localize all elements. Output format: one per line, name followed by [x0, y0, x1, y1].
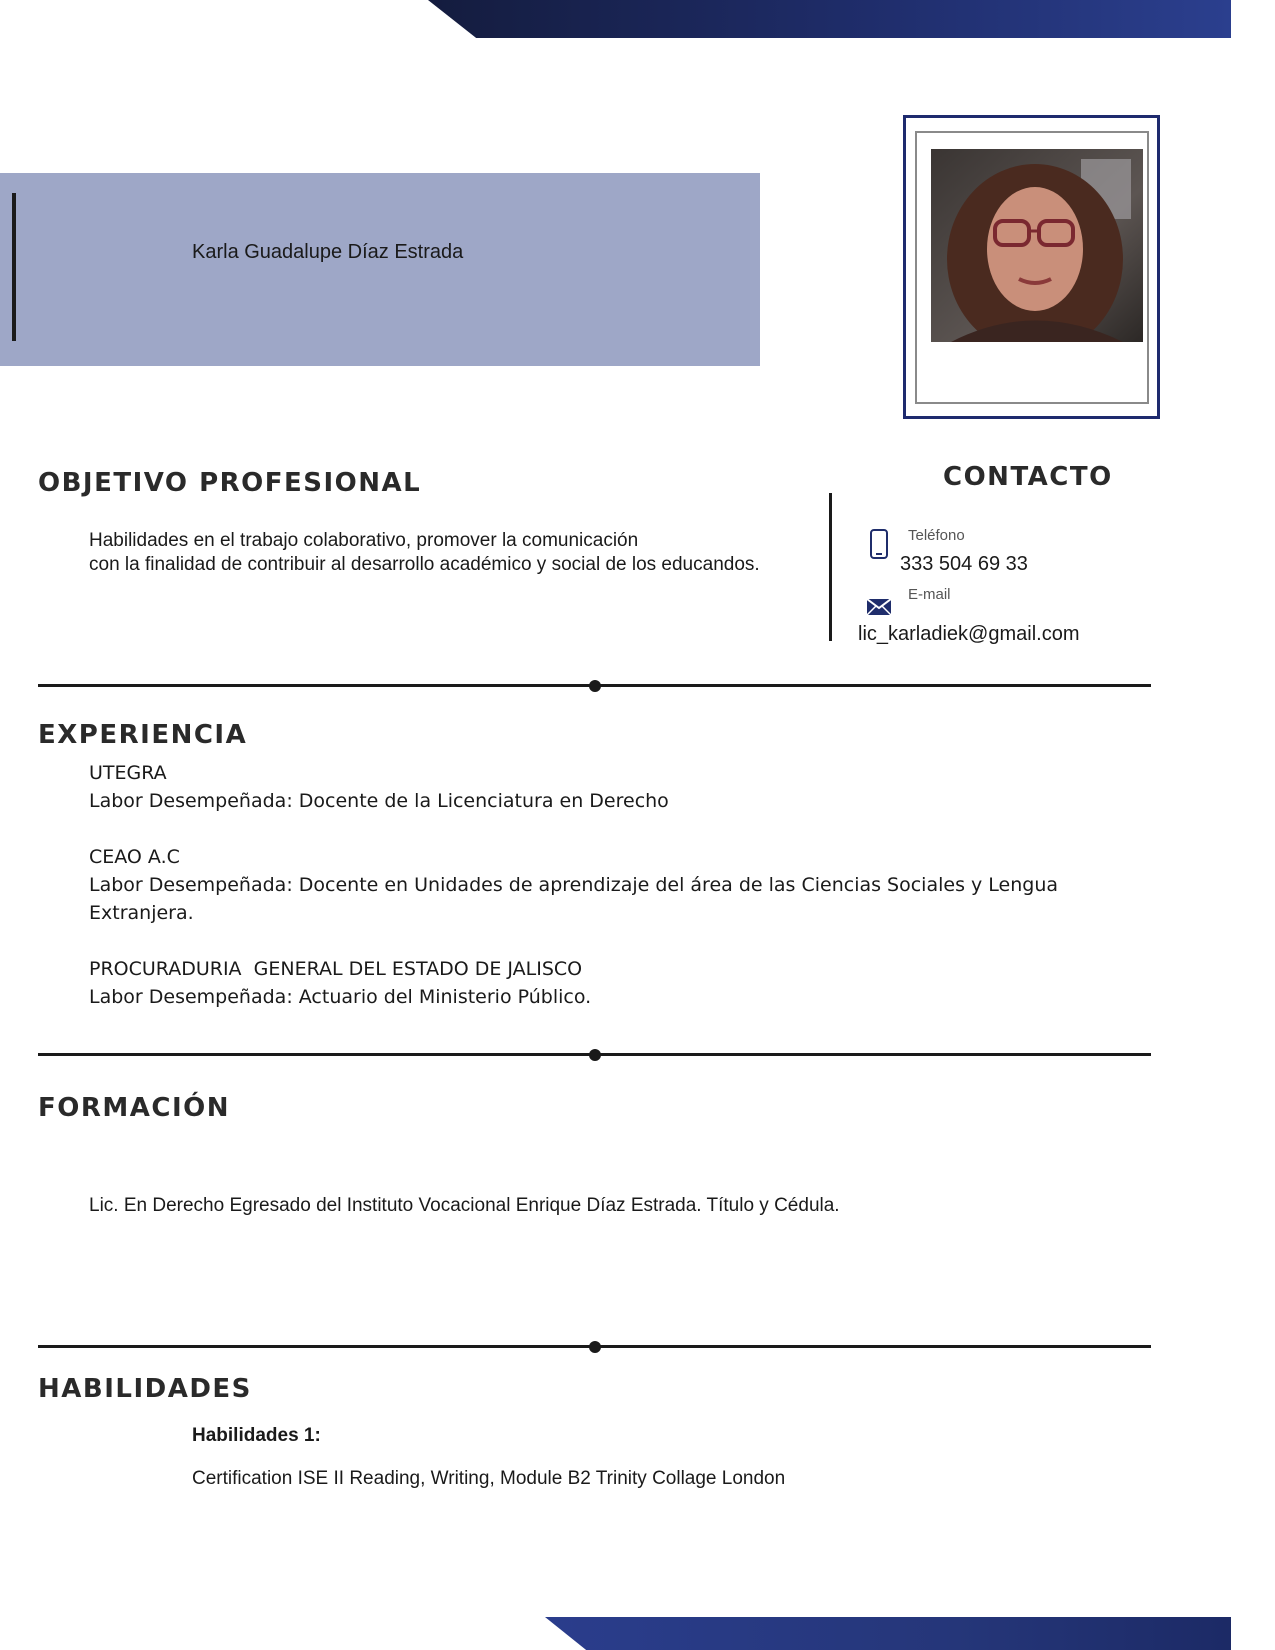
- phone-icon: [869, 529, 889, 559]
- phone-label: Teléfono: [908, 527, 965, 544]
- email-icon: [866, 598, 892, 616]
- experience-org: CEAO A.C: [89, 846, 180, 868]
- top-decorative-band: [428, 0, 1231, 38]
- candidate-name: Karla Guadalupe Díaz Estrada: [192, 241, 464, 263]
- experience-role: Labor Desempeñada: Docente de la Licenciatura en Derecho: [89, 790, 669, 812]
- divider-dot: [589, 1341, 601, 1353]
- contact-divider-vertical: [829, 493, 832, 641]
- objective-text: [89, 529, 849, 577]
- skills-heading: HABILIDADES: [38, 1374, 252, 1404]
- objective-line-2: con la finalidad de contribuir al desarrollo académico y social de los educandos.: [89, 554, 760, 575]
- name-header-box: [0, 173, 760, 366]
- contact-heading: CONTACTO: [943, 462, 1113, 492]
- experience-heading: EXPERIENCIA: [38, 720, 248, 750]
- education-text: Lic. En Derecho Egresado del Instituto Vocacional Enrique Díaz Estrada. Título y Cédula.: [89, 1195, 840, 1216]
- profile-photo: [931, 149, 1143, 342]
- skills-text: Certification ISE II Reading, Writing, Module B2 Trinity Collage London: [192, 1468, 786, 1489]
- bottom-decorative-band: [545, 1617, 1231, 1650]
- email-address[interactable]: lic_karladiek@gmail.com: [858, 623, 1080, 645]
- skills-subheading: Habilidades 1:: [192, 1425, 321, 1446]
- divider-dot: [589, 1049, 601, 1061]
- experience-org: UTEGRA: [89, 762, 167, 784]
- experience-role: Labor Desempeñada: Actuario del Ministerio Público.: [89, 986, 592, 1008]
- experience-org: PROCURADURIA GENERAL DEL ESTADO DE JALISCO: [89, 958, 583, 980]
- phone-number: 333 504 69 33: [900, 553, 1028, 575]
- email-label: E-mail: [908, 586, 951, 603]
- experience-item: [89, 955, 1069, 1011]
- experience-role: Labor Desempeñada: Docente en Unidades de aprendizaje del área de las Ciencias Sociales y Lengua Extranjera.: [89, 874, 1065, 924]
- objective-heading: OBJETIVO PROFESIONAL: [38, 468, 422, 498]
- name-accent-bar: [12, 193, 16, 341]
- experience-list: [89, 759, 1069, 1039]
- divider-dot: [589, 680, 601, 692]
- experience-item: [89, 843, 1069, 927]
- objective-line-1: Habilidades en el trabajo colaborativo, promover la comunicación: [89, 530, 639, 551]
- experience-item: [89, 759, 1069, 815]
- education-heading: FORMACIÓN: [38, 1093, 230, 1123]
